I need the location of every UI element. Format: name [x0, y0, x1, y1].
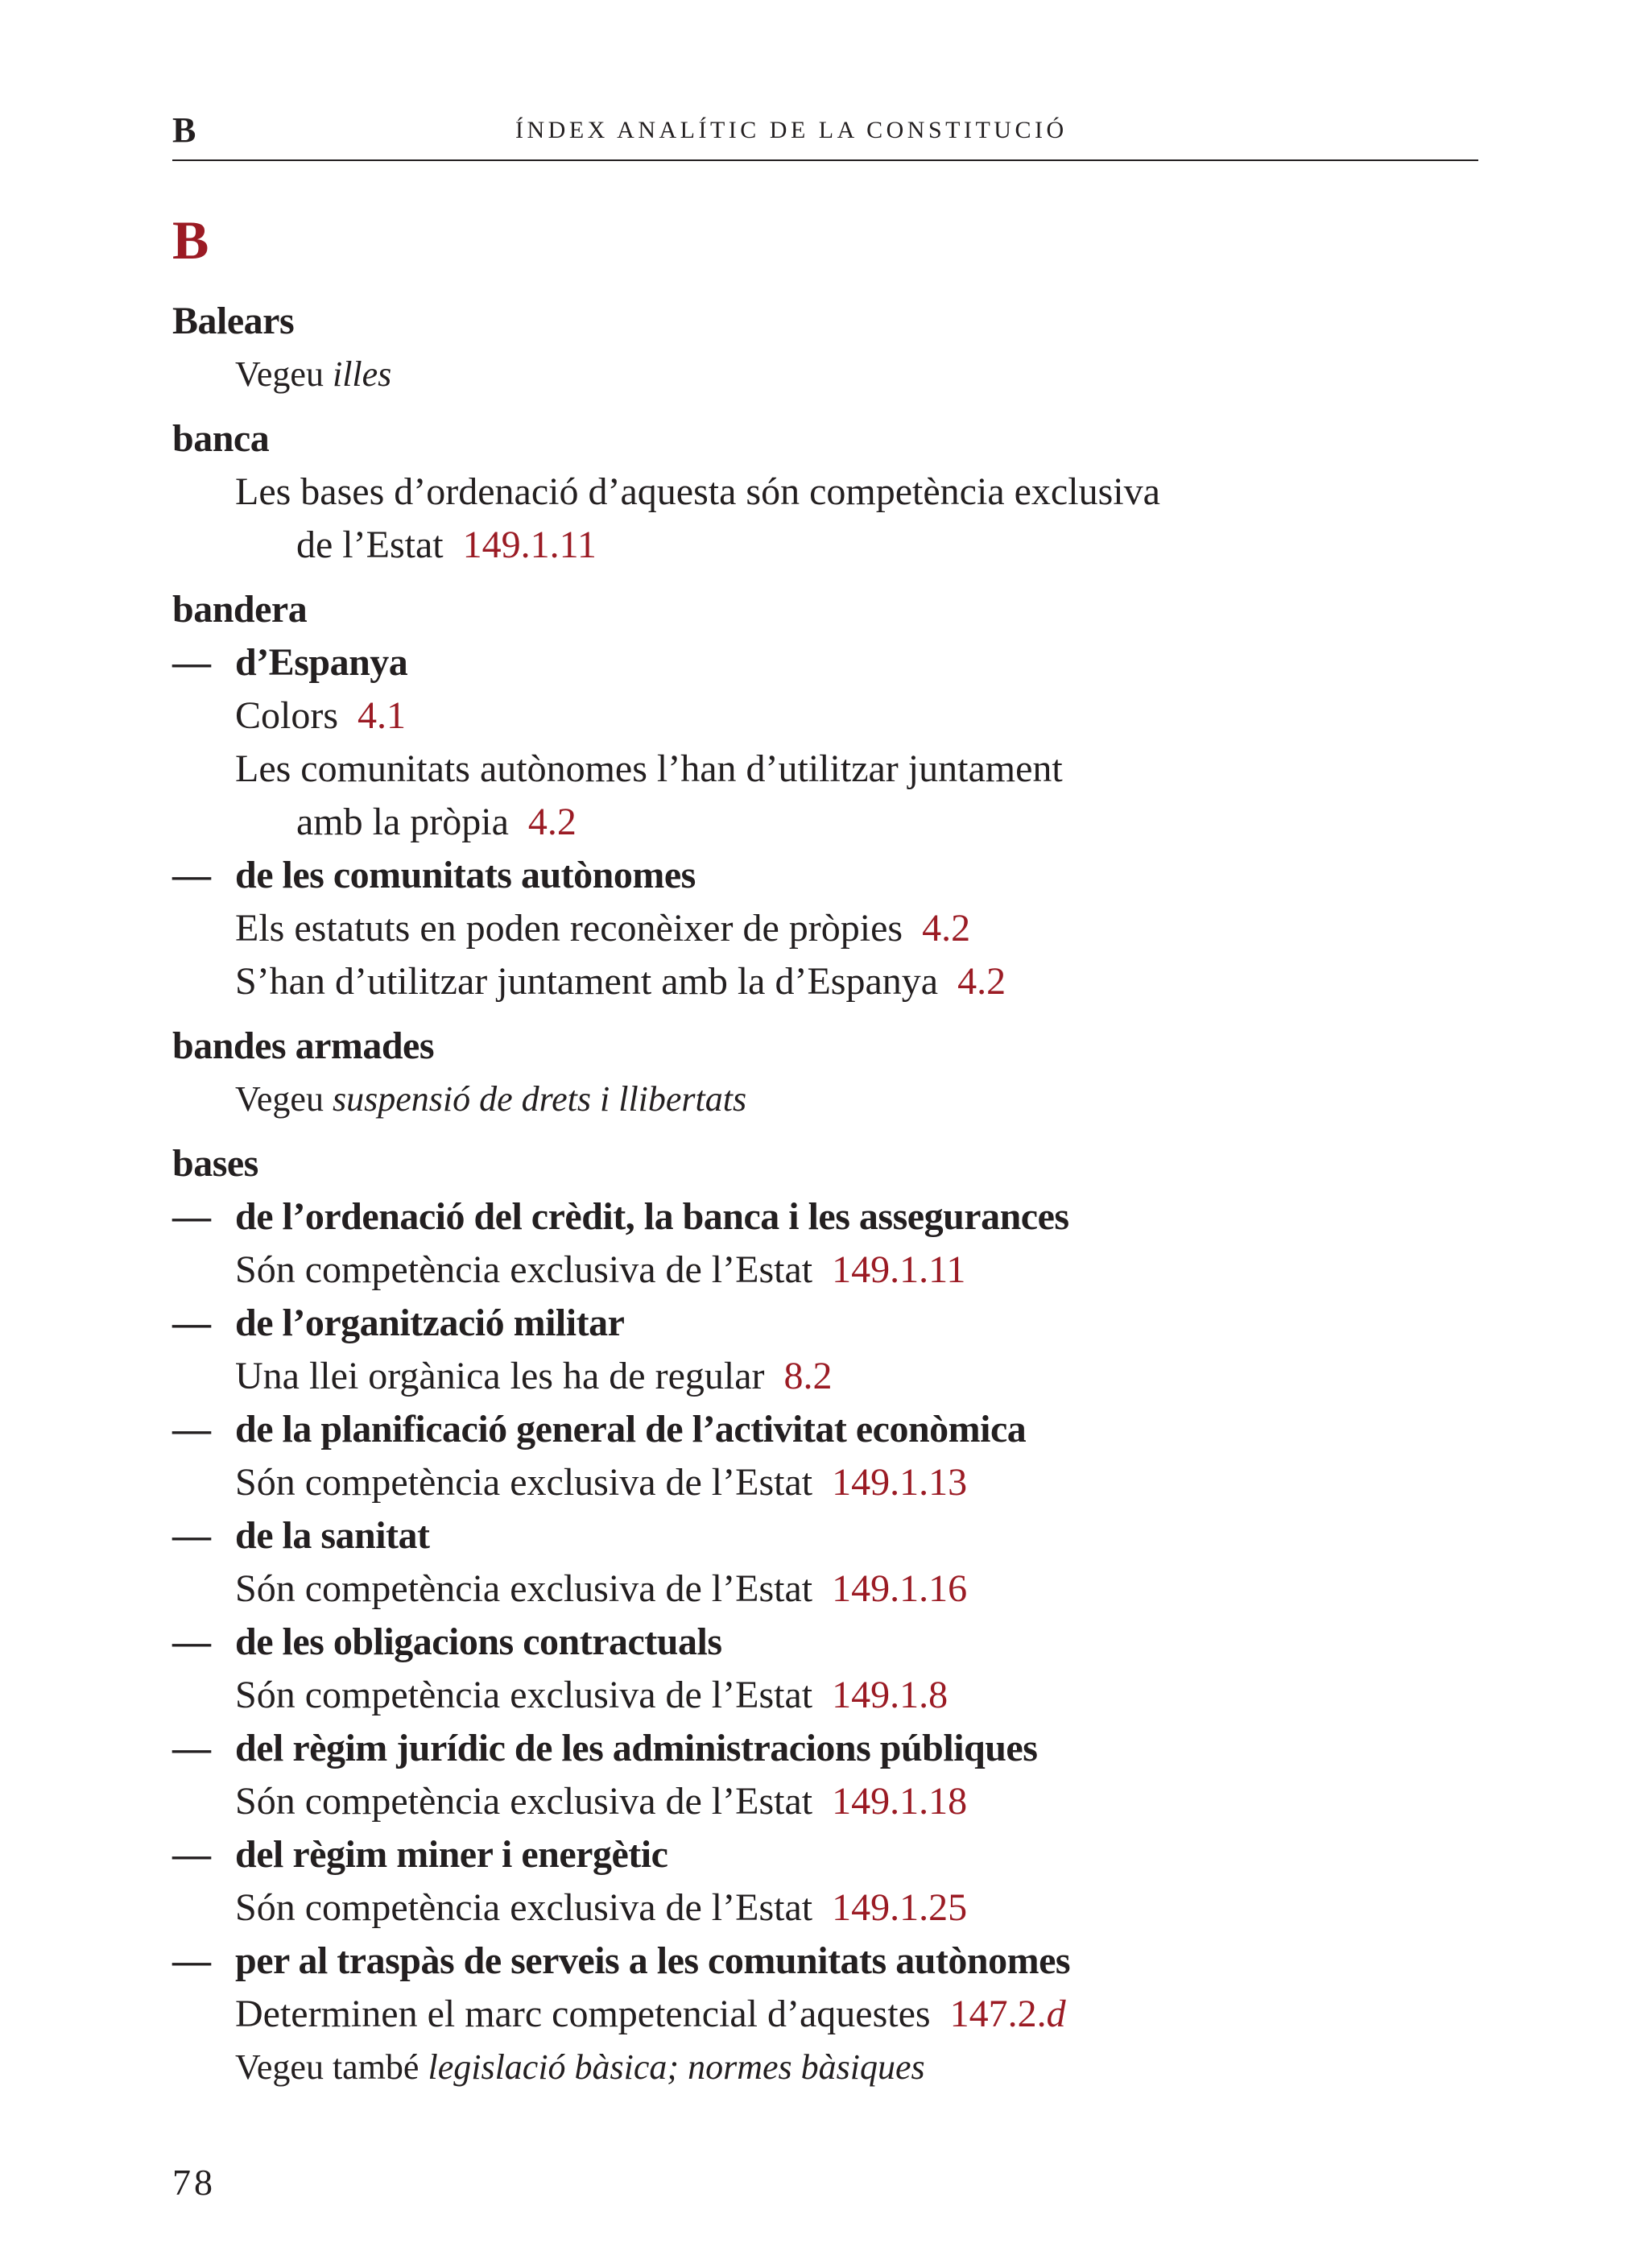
entry-line: [172, 1562, 1478, 1616]
article-ref[interactable]: 149.1.8: [832, 1674, 948, 1716]
subheading-label: de les comunitats autònomes: [235, 854, 696, 896]
headword-balears: Balears: [172, 300, 295, 342]
subheading: [172, 1616, 1478, 1669]
entry-line: [172, 1350, 1478, 1403]
running-title: ÍNDEX ANALÍTIC DE LA CONSTITUCIÓ: [515, 117, 1068, 143]
subheading-label: del règim jurídic de les administracions públiques: [235, 1727, 1038, 1769]
entry-line: [172, 1988, 1478, 2041]
em-dash: —: [172, 1514, 211, 1557]
entry-line: [172, 689, 1478, 743]
subheading-label: de l’organització militar: [235, 1302, 625, 1344]
subheading: [172, 849, 1478, 902]
see-also-reference: [172, 2041, 1478, 2094]
em-dash: —: [172, 1195, 211, 1238]
em-dash: —: [172, 1302, 211, 1344]
headword-bases: bases: [172, 1142, 258, 1185]
entry-text: Colors: [235, 694, 339, 737]
entry-line: [172, 1775, 1478, 1828]
index-entries: [172, 295, 1478, 2094]
see-prefix: Vegeu: [235, 1079, 324, 1119]
article-ref[interactable]: 149.1.16: [832, 1567, 968, 1610]
subheading: [172, 1722, 1478, 1775]
section-letter: B: [172, 209, 209, 271]
entry-text: Una llei orgànica les ha de regular: [235, 1355, 765, 1397]
entry-line: [172, 1881, 1478, 1935]
entry-text: Són competència exclusiva de l’Estat: [235, 1780, 813, 1823]
article-ref[interactable]: 149.1.11: [462, 524, 597, 566]
entry-line: [172, 902, 1478, 955]
entry-line: [172, 955, 1478, 1008]
em-dash: —: [172, 1408, 211, 1451]
see-also-target: legislació bàsica; normes bàsiques: [428, 2047, 925, 2087]
subheading: [172, 1297, 1478, 1350]
page-number: 78: [172, 2162, 216, 2203]
subheading: [172, 1828, 1478, 1881]
subheading: [172, 1935, 1478, 1988]
headword-bandes-armades: bandes armades: [172, 1024, 435, 1067]
entry-line-continuation: [172, 796, 1478, 849]
subheading-label: de la sanitat: [235, 1514, 430, 1557]
article-ref[interactable]: 4.1: [357, 694, 407, 737]
em-dash: —: [172, 1620, 211, 1663]
article-ref[interactable]: 149.1.25: [832, 1886, 968, 1929]
entry-text: Els estatuts en poden reconèixer de pròpies: [235, 907, 903, 950]
em-dash: —: [172, 641, 211, 684]
article-ref[interactable]: 4.2: [527, 801, 577, 843]
entry-text: Són competència exclusiva de l’Estat: [235, 1567, 813, 1610]
entry-text: Són competència exclusiva de l’Estat: [235, 1248, 813, 1291]
em-dash: —: [172, 854, 211, 896]
see-also-prefix: Vegeu també: [235, 2047, 419, 2087]
entry-text: Són competència exclusiva de l’Estat: [235, 1674, 813, 1716]
em-dash: —: [172, 1833, 211, 1876]
em-dash: —: [172, 1939, 211, 1982]
subheading-label: per al traspàs de serveis a les comunitats autònomes: [235, 1939, 1071, 1982]
see-target: suspensió de drets i llibertats: [332, 1079, 747, 1119]
headword-bandera: bandera: [172, 588, 308, 631]
see-target: illes: [332, 354, 392, 394]
entry-line: [172, 1456, 1478, 1509]
entry-line: [172, 1669, 1478, 1722]
entry-line-continuation: [172, 519, 1478, 572]
subheading: [172, 1403, 1478, 1456]
see-reference: [172, 348, 1478, 401]
running-head-letter: B: [172, 110, 196, 150]
subheading-label: d’Espanya: [235, 641, 408, 684]
entry-text: Són competència exclusiva de l’Estat: [235, 1886, 813, 1929]
article-ref-number: 147.2.: [949, 1993, 1047, 2035]
entry-text: Determinen el marc competencial d’aquestes: [235, 1993, 931, 2035]
subheading-label: de les obligacions contractuals: [235, 1620, 722, 1663]
subheading-label: de la planificació general de l’activitat econòmica: [235, 1408, 1027, 1451]
article-ref-letter: d: [1046, 1993, 1066, 2035]
article-ref[interactable]: 8.2: [783, 1355, 833, 1397]
em-dash: —: [172, 1727, 211, 1769]
header-rule: [172, 159, 1478, 161]
subheading-label: del règim miner i energètic: [235, 1833, 668, 1876]
article-ref[interactable]: 4.2: [957, 960, 1006, 1003]
see-prefix: Vegeu: [235, 354, 324, 394]
subheading: [172, 636, 1478, 689]
article-ref[interactable]: 149.1.18: [832, 1780, 968, 1823]
entry-text: Són competència exclusiva de l’Estat: [235, 1461, 813, 1504]
subheading: [172, 1509, 1478, 1562]
article-ref[interactable]: 149.1.11: [832, 1248, 966, 1291]
subheading: [172, 1190, 1478, 1244]
entry-line: [172, 1244, 1478, 1297]
entry-text: amb la pròpia: [296, 801, 509, 843]
entry-line: Les comunitats autònomes l’han d’utilitzar juntament: [235, 747, 1063, 790]
subheading-label: de l’ordenació del crèdit, la banca i les assegurances: [235, 1195, 1069, 1238]
article-ref[interactable]: 149.1.13: [832, 1461, 968, 1504]
entry-text: de l’Estat: [296, 524, 444, 566]
entry-text: S’han d’utilitzar juntament amb la d’Espanya: [235, 960, 939, 1003]
see-reference: [172, 1073, 1478, 1126]
headword-banca: banca: [172, 417, 270, 460]
entry-line: Les bases d’ordenació d’aquesta són competència exclusiva: [235, 470, 1160, 513]
article-ref[interactable]: [950, 1993, 1066, 2035]
article-ref[interactable]: 4.2: [922, 907, 971, 950]
